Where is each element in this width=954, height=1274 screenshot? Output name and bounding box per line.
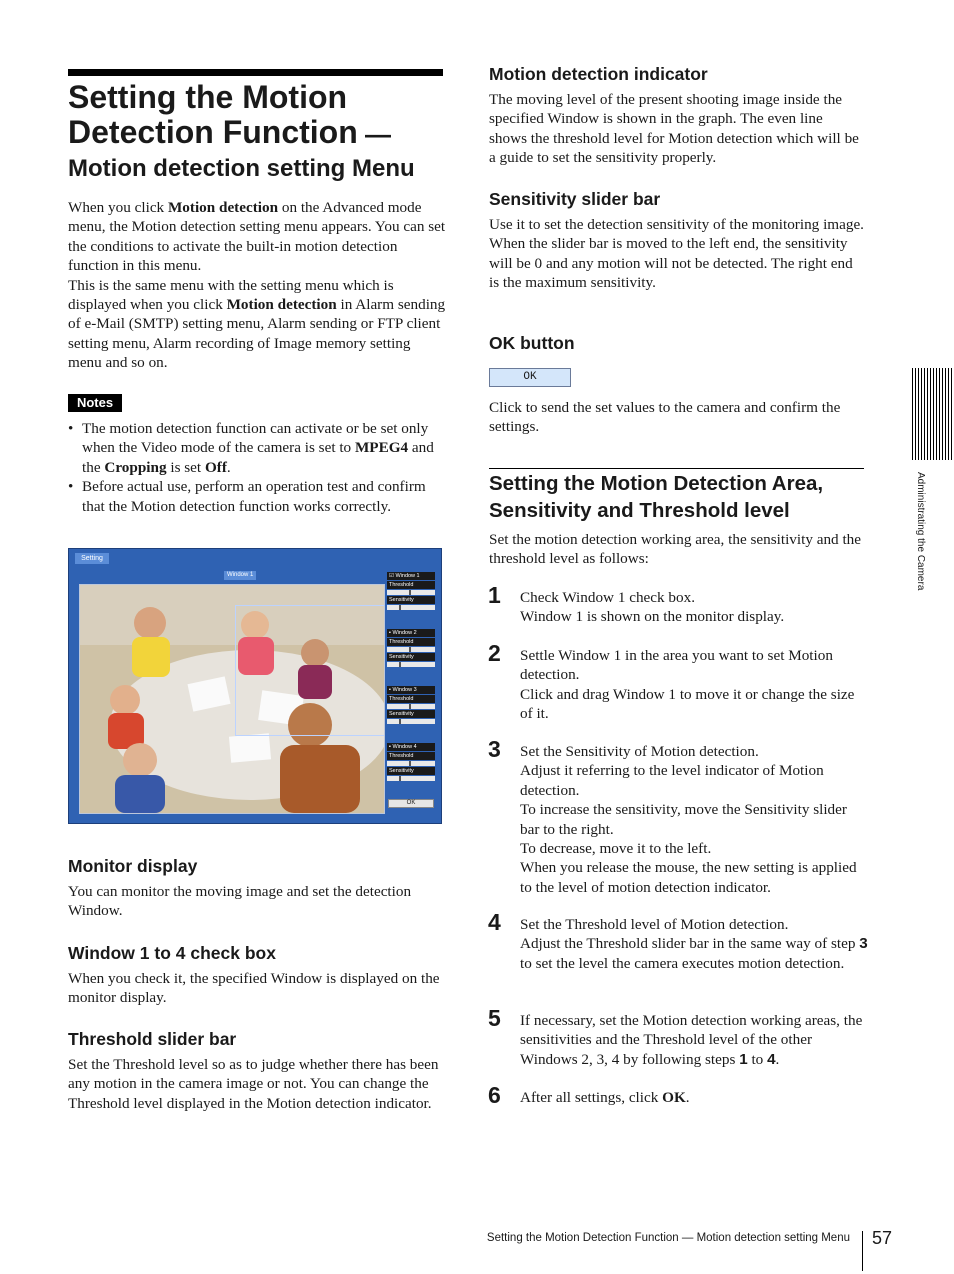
step-number: 6 bbox=[488, 1082, 501, 1108]
setting-tab: Setting bbox=[75, 553, 109, 564]
page-number: 57 bbox=[872, 1228, 893, 1248]
motion-level-indicator bbox=[387, 704, 435, 709]
step-number: 3 bbox=[488, 736, 501, 762]
section-rule bbox=[489, 468, 864, 469]
window-4-panel bbox=[387, 743, 435, 782]
motion-level-indicator bbox=[387, 647, 435, 652]
sensitivity-slider[interactable] bbox=[387, 662, 435, 667]
threshold-label: Threshold bbox=[387, 695, 435, 703]
threshold-label: Threshold bbox=[387, 581, 435, 589]
step-number: 5 bbox=[488, 1005, 501, 1031]
step-text: Settle Window 1 in the area you want to set Motion detection. Click and drag Window 1 to move it or change the size of it. bbox=[520, 647, 855, 723]
sensitivity-slider[interactable] bbox=[387, 605, 435, 610]
window-4-check-box[interactable]: ▪ Window 4 bbox=[387, 743, 435, 751]
sensitivity-slider-heading: Sensitivity slider bar bbox=[489, 189, 661, 209]
window-check-box-heading: Window 1 to 4 check box bbox=[68, 943, 276, 963]
sensitivity-label: Sensitivity bbox=[387, 767, 435, 775]
window-2-panel bbox=[387, 629, 435, 668]
motion-indicator-heading: Motion detection indicator bbox=[489, 64, 708, 84]
window-1-check-box[interactable]: ☑ Window 1 bbox=[387, 572, 435, 580]
notes-badge: Notes bbox=[68, 394, 122, 412]
step-text: Set the Sensitivity of Motion detection. Adjust it referring to the level indicator of Motion detection. To increase the sensitivity, move the Sensitivity slider bar to the right. To decrease, move it to the left. When you release the mouse, the new setting is applied to the level of motion detection indicator. bbox=[520, 743, 857, 896]
step-text: If necessary, set the Motion detection working areas, the sensitivities and the Threshold level of the other Windows 2, 3, 4 by following steps 1 to 4. bbox=[520, 1012, 863, 1068]
motion-indicator-text: The moving level of the present shooting image inside the specified Window is shown in the graph. The even line shows the threshold level for Motion detection which will be a guide to set the sensitivity properly. bbox=[489, 91, 859, 167]
sensitivity-slider[interactable] bbox=[387, 719, 435, 724]
step-number: 4 bbox=[488, 909, 501, 935]
intro-text: When you click Motion detection on the Advanced mode menu, the Motion detection setting menu appears. You can set the conditions to activate the built-in motion detection function in this menu. This is the same menu with the setting menu which is displayed when you click Motion detection in Alarm sending of e-Mail (SMTP) setting menu, Alarm sending or FTP client setting menu, Alarm recording of Image memory setting menu and so on. bbox=[68, 199, 446, 372]
chapter-tab-marker bbox=[912, 368, 954, 460]
sensitivity-label: Sensitivity bbox=[387, 710, 435, 718]
title-line-2: Detection Function bbox=[68, 114, 358, 150]
sensitivity-slider[interactable] bbox=[387, 776, 435, 781]
page-subtitle: Motion detection setting Menu bbox=[68, 155, 415, 182]
notes-list bbox=[68, 419, 444, 516]
step-number: 1 bbox=[488, 582, 501, 608]
step-text: Check Window 1 check box. Window 1 is shown on the monitor display. bbox=[520, 589, 785, 626]
window-3-panel bbox=[387, 686, 435, 725]
monitor-display-text: You can monitor the moving image and set the detection Window. bbox=[68, 883, 412, 920]
note-item: • Before actual use, perform an operation test and confirm that the Motion detection function works correctly. bbox=[68, 477, 444, 516]
detection-window-1[interactable] bbox=[235, 605, 385, 736]
window-2-check-box[interactable]: ▪ Window 2 bbox=[387, 629, 435, 637]
sensitivity-label: Sensitivity bbox=[387, 653, 435, 661]
title-line-1: Setting the Motion bbox=[68, 79, 348, 115]
motion-detection-screenshot bbox=[68, 548, 442, 824]
step-text: Set the Threshold level of Motion detection. Adjust the Threshold slider bar in the same way of step 3 to set the level the camera executes motion detection. bbox=[520, 916, 868, 972]
ok-button-heading: OK button bbox=[489, 333, 575, 353]
procedure-heading: Setting the Motion Detection Area, Sensitivity and Threshold level bbox=[489, 472, 824, 522]
step-number: 2 bbox=[488, 640, 501, 666]
threshold-slider-heading: Threshold slider bar bbox=[68, 1029, 237, 1049]
window-1-panel bbox=[387, 572, 435, 611]
sensitivity-slider-text: Use it to set the detection sensitivity of the monitoring image. When the slider bar is moved to the left end, the sensitivity will be 0 and any motion will not be detected. The right end is the maximum sensitivity. bbox=[489, 216, 864, 292]
sensitivity-label: Sensitivity bbox=[387, 596, 435, 604]
running-footer: Setting the Motion Detection Function — Motion detection setting Menu bbox=[486, 1232, 850, 1244]
motion-level-indicator bbox=[387, 761, 435, 766]
threshold-label: Threshold bbox=[387, 638, 435, 646]
title-rule bbox=[68, 69, 443, 76]
title-dash: — bbox=[357, 119, 391, 149]
window-1-label: Window 1 bbox=[224, 571, 256, 580]
threshold-slider-text: Set the Threshold level so as to judge whether there has been any motion in the camera image or not. You can change the Threshold level displayed in the Motion detection indicator. bbox=[68, 1056, 439, 1112]
ok-button-text: Click to send the set values to the camera and confirm the settings. bbox=[489, 399, 841, 436]
step-text: After all settings, click OK. bbox=[520, 1089, 690, 1106]
chapter-tab-label: Administrating the Camera bbox=[915, 472, 926, 591]
window-3-check-box[interactable]: ▪ Window 3 bbox=[387, 686, 435, 694]
ok-button-illustration: OK bbox=[489, 368, 571, 387]
ok-button[interactable]: OK bbox=[388, 799, 434, 808]
window-check-box-text: When you check it, the specified Window is displayed on the monitor display. bbox=[68, 970, 440, 1007]
note-item: • The motion detection function can activate or be set only when the Video mode of the camera is set to MPEG4 and the Cropping is set Off. bbox=[68, 419, 444, 477]
monitor-display-image bbox=[79, 584, 385, 814]
monitor-display-heading: Monitor display bbox=[68, 856, 198, 876]
threshold-label: Threshold bbox=[387, 752, 435, 760]
page-title bbox=[68, 80, 458, 152]
chapter-tab bbox=[916, 472, 928, 622]
motion-level-indicator bbox=[387, 590, 435, 595]
footer-divider bbox=[862, 1231, 863, 1271]
procedure-intro: Set the motion detection working area, the sensitivity and the threshold level as follows: bbox=[489, 531, 862, 568]
